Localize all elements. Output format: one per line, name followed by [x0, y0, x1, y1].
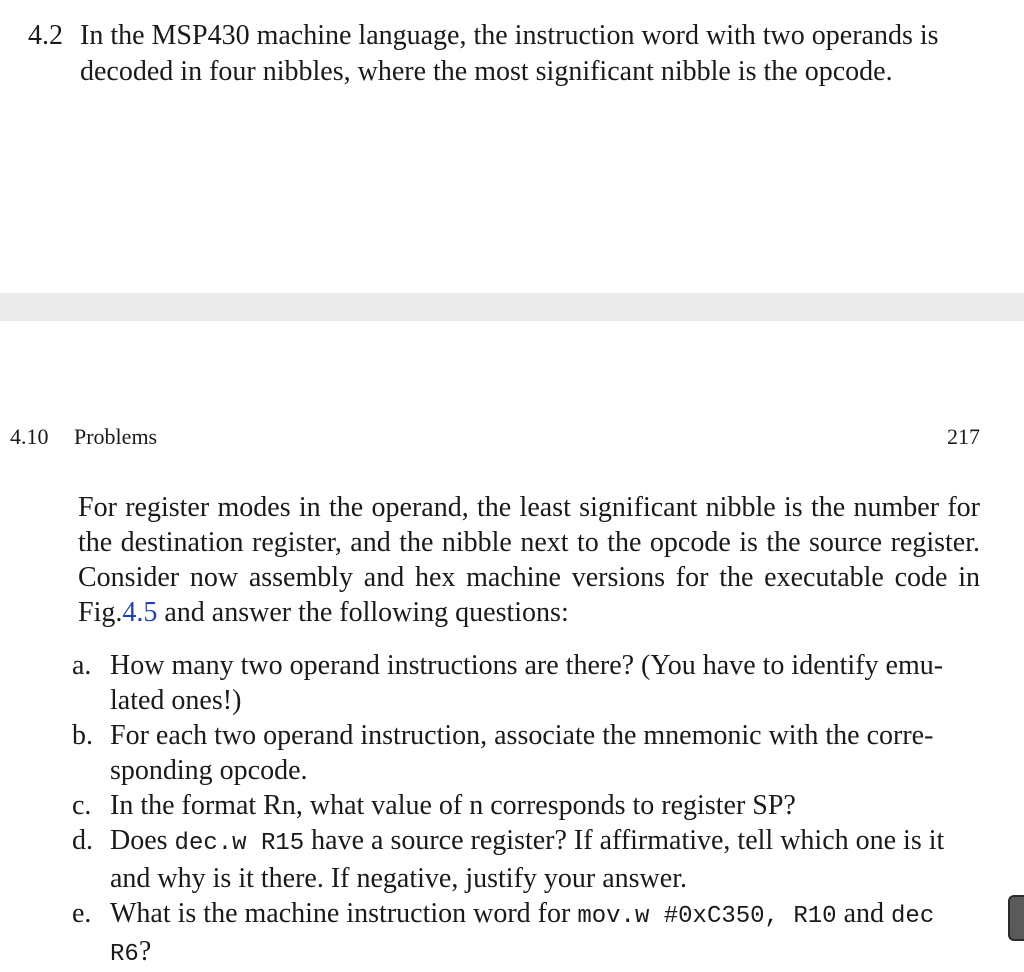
- problem-4-2: [28, 18, 983, 90]
- section-number: 4.10: [10, 424, 49, 449]
- question-text: For each two operand instruction, associate the mnemonic with the corre-sponding opcode.: [110, 720, 934, 786]
- code-snippet: mov.w #0xC350, R10: [577, 903, 837, 930]
- problem-continuation: [78, 490, 980, 630]
- question-label: c.: [72, 790, 92, 821]
- question-list: [72, 648, 980, 972]
- page-separator: [0, 293, 1024, 321]
- edge-scroll-tab[interactable]: [1008, 895, 1024, 941]
- running-header: [10, 424, 980, 454]
- question-text-post: ?: [138, 936, 152, 967]
- intro-paragraph: [78, 490, 980, 630]
- question-a: [72, 648, 980, 718]
- question-text-mid: and: [836, 898, 892, 929]
- fig-prefix: Fig.: [78, 597, 123, 628]
- figure-link[interactable]: 4.5: [122, 597, 158, 628]
- question-label: a.: [72, 650, 92, 681]
- question-label: e.: [72, 898, 92, 929]
- question-label: d.: [72, 825, 93, 856]
- question-label: b.: [72, 720, 93, 751]
- problem-number: 4.2: [28, 20, 63, 51]
- question-d: [72, 823, 980, 896]
- question-text: How many two operand instructions are there? (You have to identify emu-lated ones!): [110, 650, 944, 716]
- question-text-pre: Does: [110, 825, 175, 856]
- para-end: and answer the following questions:: [157, 597, 569, 628]
- problem-text: In the MSP430 machine language, the instruction word with two operands is decoded in four nibbles, where the most significant nibble is the opcode.: [80, 20, 939, 87]
- page-number: 217: [947, 424, 980, 449]
- para-text: For register modes in the operand, the least significant nibble is the number for the destination register, and the nibble next to the opcode is the source register. Consider now assembly and hex machine versions for the executable code in: [78, 492, 980, 593]
- question-text-post: have a source register? If affirmative, tell which one is it and why is it there. If negative, justify your answer.: [110, 825, 945, 894]
- question-text-pre: What is the machine instruction word for: [110, 898, 578, 929]
- question-b: [72, 718, 980, 788]
- code-snippet: dec.w R15: [174, 830, 305, 857]
- code-snippet: dec R6: [110, 903, 935, 968]
- question-e: [72, 896, 980, 972]
- question-text: In the format Rn, what value of n corresponds to register SP?: [110, 790, 796, 821]
- section-title: Problems: [74, 424, 158, 449]
- question-c: [72, 788, 980, 823]
